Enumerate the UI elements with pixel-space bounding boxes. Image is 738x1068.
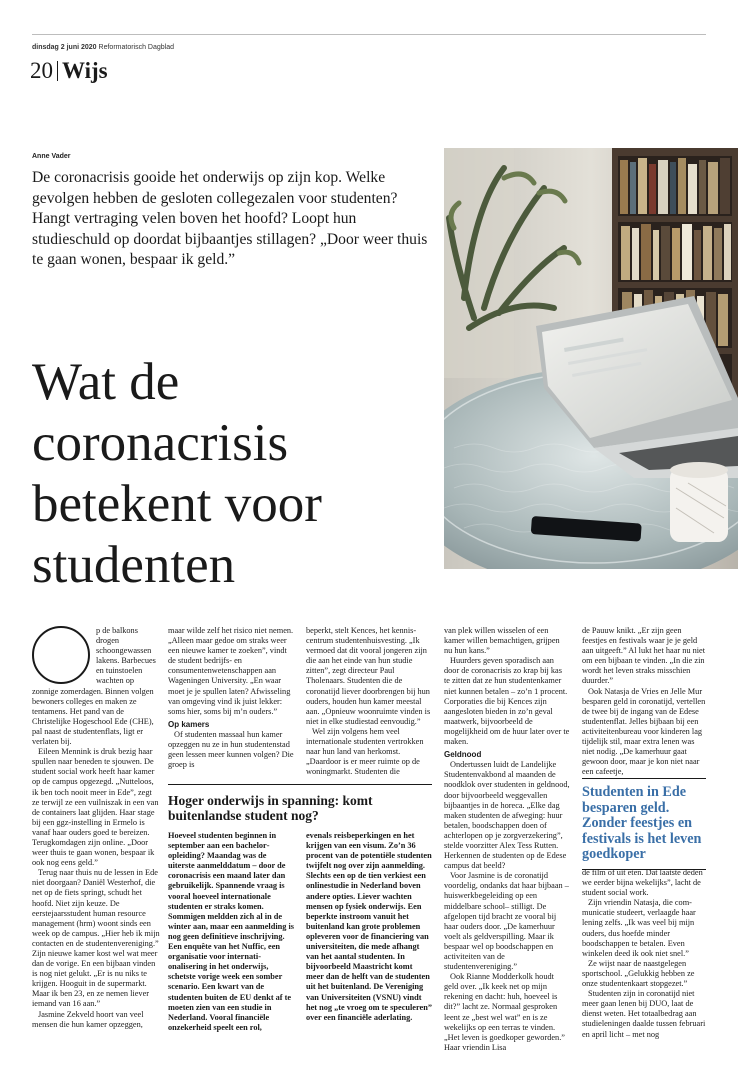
body-column-2	[168, 626, 294, 770]
paper-name: Reformatorisch Dagblad	[98, 44, 175, 51]
body-paragraph: Studenten zijn in coronatijd niet meer gaan lenen bij DUO, laat de dienst weten. Het totaalbedrag aan studieleningen daalde tussen februari en april licht – met nog	[582, 989, 706, 1039]
body-paragraph: Jasmine Zekveld hoort van veel mensen die hun kamer opzeggen,	[32, 1009, 144, 1029]
body-column-4	[444, 626, 570, 1053]
body-paragraph: Ze wijst naar de naastgelegen sportschool. „Gelukkig hebben ze onze studentenkaart stopgezet.”	[582, 958, 695, 989]
sidebar-columns	[168, 831, 432, 1033]
body-column-1	[32, 626, 160, 1030]
body-paragraph: Ondertussen luidt de Landelijke Studentenvakbond al maanden de noodklok over studenten in geldnood, door bijvoorbeeld weggevallen bijbaantjes in de horeca. „Elke dag maken studenten de afweging: huur betalen, boodschappen doen of achterlopen op je zorgverzekering”, stelde voorzitter Alex Tess Rutten. Herkennen de studenten op de Edese campus dat beeld?	[444, 760, 570, 871]
pull-quote	[582, 778, 706, 870]
body-paragraph: van plek willen wisselen of een kamer willen bemachtigen, grijpen nu hun kans.”	[444, 626, 560, 656]
body-paragraph: Voor Jasmine is de coronatijd voordelig, ondanks dat haar bijbaan –huiswerkbegeleiding op een middelbare school– stilligt. De afgelopen tijd bracht ze vooral bij haar ouders door. „De kamerhuur voelt als geldverspilling. Maar ik bespaar wel op boodschappen en activiteiten van de studentenvereniging.”	[444, 871, 569, 972]
sidebar-text-right: evenals reisbeperkingen en het krijgen van een visum. Zo’n 36 procent van de potentiële studenten twijfelt nog over zijn aanmelding. Slechts een op de tien verkiest een onlinestudie in Nederland boven andere opties. Liever wachten mensen op fysiek onderwijs. Een beperkte instroom vanuit het buitenland kan grote problemen opleveren voor de financiering van universiteiten, die mede afhangt van het aantal studenten. In bijvoorbeeld Maastricht komt meer dan de helft van de studenten uit het buitenland. De Vereniging van Universiteiten (VSNU) vindt het nog „te vroeg om te speculeren” over een financiële aderlating.	[306, 831, 432, 1022]
intro: De coronacrisis gooide het onderwijs op zijn kop. Welke gevolgen hebben de gesloten collegezalen voor studenten? Hangt vertraging velen boven het hoofd? Loopt hun studieschuld op doordat bijbaantjes stillagen? „Door weer thuis te gaan wonen, bespaar ik geld.”	[32, 169, 428, 268]
quote-text: Studenten in Ede besparen geld. Zonder feestjes en festivals is het leven goedkoper	[582, 784, 702, 863]
date: dinsdag 2 juni 2020	[32, 44, 97, 51]
subheading-geldnood: Geldnood	[444, 750, 482, 760]
page-number: 20	[30, 58, 53, 83]
dropcap-o	[32, 626, 90, 684]
section-header	[30, 58, 108, 84]
top-rule	[32, 34, 706, 35]
section-name: Wijs	[62, 58, 108, 83]
body-paragraph: Ook Natasja de Vries en Jelle Mur besparen geld in coronatijd, vertellen de twee bij de ingang van de Edese studentenflat. Jelles bijbaan bij een activiteitenbureau voor kinderen lag tijdelijk stil, maar extra lenen was niet nodig. „De kamerhuur gaat gewoon door, maar je kon niet naar een cafeetje,	[582, 686, 706, 777]
body-paragraph: beperkt, stelt Kences, het kenniscentrum studentenhuisvesting. „Ik vermoed dat dit vooral jongeren zijn die aan het einde van hun studie zitten”, zegt directeur Paul Tholenaars. Studenten die de coronatijd liever doorbrengen bij hun ouders, houden hun kamer meestal aan. „Opnieuw woonruimte vinden is niet in elke studiestad eenvoudig.”	[306, 626, 431, 726]
body-column-3	[306, 626, 432, 777]
body-paragraph: de film of uit eten. Dat laatste deden we eerder bijna wekelijks”, lacht de student social work.	[582, 868, 703, 898]
sidebar-rule	[168, 784, 432, 785]
body-paragraph: Huurders geven sporadisch aan door de coronacrisis zo krap bij kas te zitten dat ze hun studentenkamer niet kunnen betalen – zo’n 1 procent. Corporaties die bij Kences zijn aangesloten bieden in zo’n geval maatwerk, bijvoorbeeld de mogelijkheid om de huur later over te maken.	[444, 656, 570, 747]
quote-rule-top	[582, 778, 706, 779]
body-paragraph: Of studenten massaal hun kamer opzeggen nu ze in hun studentenstad geen lessen meer kunnen volgen? Die groep is	[168, 729, 294, 770]
headline: Wat de coronacrisis betekent voor studenten	[32, 353, 322, 594]
dateline	[32, 44, 174, 51]
sidebar-box	[168, 784, 432, 1033]
body-paragraph: Wel zijn volgens hem veel internationale studenten vertrokken naar hun land van herkomst. „Daardoor is er meer ruimte op de woningmarkt. Studenten die	[306, 726, 424, 777]
byline: Anne Vader	[32, 153, 71, 160]
sidebar-text-left: Hoeveel studenten beginnen in september aan een bacheloropleiding? Maandag was de uiterste aanmelddatum – door de coronacrisis een maand later dan gebruikelijk. Spannende vraag is vooral hoeveel internationale studenten er straks komen. Sommigen meldden zich al in de winter aan, maar een aanmelding is nog geen definitieve inschrijving. Een enquête van het Nuffic, een organisatie voor internationalisering in het onderwijs, schetste vorige week een somber scenario. Een kwart van de studenten buiten de EU denkt af te moeten zien van een studie in Nederland. Vooral financiële onzekerheid speelt een rol,	[168, 831, 294, 1032]
body-paragraph: Terug naar thuis nu de lessen in Ede niet doorgaan? Daniël Westerhof, die net op de fiets springt, schudt het hoofd. Niet zijn keuze. De eerstejaarsstudent human resource management (hrm) woont sinds een week op de campus. „Hier heb ik mijn contacten en de studentenvereniging.” Zijn nieuwe kamer kost wel wat meer dan de vorige. En een bijbaan vinden is nog niet gelukt. „Er is nu niks te krijgen. Hooguit in de supermarkt. Maar ik ben 23, en ze nemen liever iemand van 16 aan.”	[32, 868, 160, 1009]
body-column-5	[582, 626, 706, 777]
sidebar-title: Hoger onderwijs in spanning: komt buitenlandse student nog?	[168, 793, 373, 823]
body-column-5-continued	[582, 868, 706, 1040]
body-paragraph: Zijn vriendin Natasja, die communicatie studeert, verlaagde haar lening zelfs. „Ik was veel bij mijn ouders, dus hoefde minder boodschappen te betalen. Even winkelen deed ik ook niet snel.”	[582, 898, 696, 958]
body-paragraph: Eileen Mennink is druk bezig haar spullen naar beneden te sjouwen. De student social work heeft haar kamer op de campus opgezegd. „Nutteloos, ik ben toch nooit meer in Ede”, zegt ze terwijl ze een vuilniszak in een van de containers laat glijden. Haar stage bij een ggz-instelling in Ermelo is vanaf haar ouders goed te bereizen. Terugkomdagen zijn online. „Door weer thuis te gaan wonen, bespaar ik ook nog eens geld.”	[32, 747, 159, 868]
body-paragraph: Ook Rianne Modderkolk houdt geld over. „Ik keek net op mijn rekening en dacht: huh, hoeveel is dit?” lacht ze. Normaal gesproken leent ze „best wel wat” en is ze wekelijks op een terras te vinden. „Het leven is goedkoper geworden.” Haar vriendin Lisa	[444, 972, 565, 1052]
laptop-photo	[444, 148, 738, 569]
body-paragraph: maar wilde zelf het risico niet nemen. „Alleen maar gedoe om straks weer een nieuwe kamer te zoeken”, vindt de student bedrijfs- en consumentenwetenschappen aan Wageningen University. „En waar moet je je spullen laten? Afwisseling van omgeving vind ik juist lekker: soms hier, soms bij m’n ouders.”	[168, 626, 294, 716]
body-paragraph: de Pauuw knikt. „Er zijn geen feestjes en festivals waar je je geld aan uitgeeft.” Al lukt het haar nu niet om een bijbaan te vinden. „In die zin wordt het leven straks misschien duurder.”	[582, 626, 706, 686]
section-divider	[57, 61, 58, 81]
body-paragraph: p de balkons drogen schoongewassen lakens. Barbecues en tuinstoelen wachten op zonnige zomerdagen. Binnen volgen bewoners colleges en maken ze tentamens. Het pand van de Christelijke Hogeschool Ede (CHE), pal naast de studentenflats, ligt er verlaten bij.	[32, 626, 156, 747]
subheading-op-kamers: Op kamers	[168, 719, 210, 729]
